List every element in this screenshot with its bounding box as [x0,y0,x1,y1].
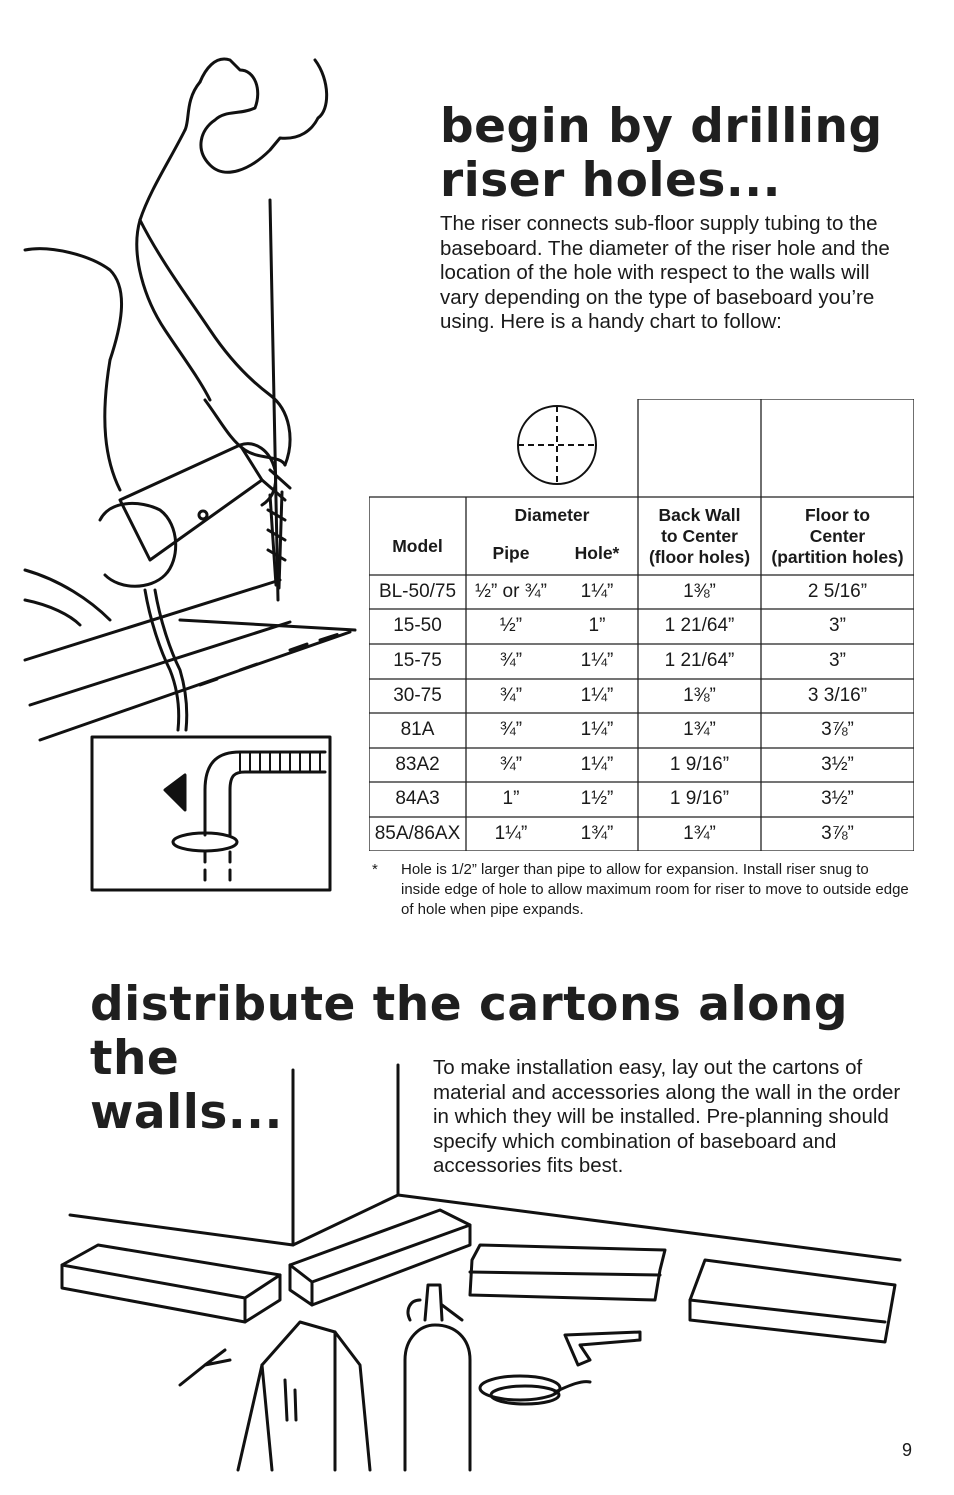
table-cell-floor: 3” [829,615,846,636]
table-cell-back: 1⅜” [683,581,716,602]
table-cell-back: 1 21/64” [664,615,735,636]
table-cell-hole: 1½” [580,788,614,809]
table-cell-back: 1 9/16” [669,754,730,775]
table-cell-hole: 1¼” [580,754,614,775]
table-cell-pipe: ¾” [499,685,523,706]
table-cell-model: 84A3 [395,788,440,809]
table-cell-model: 30-75 [393,685,442,706]
header-model: Model [392,536,443,556]
table-cell-floor: 3” [829,650,846,671]
table-cell-pipe: 1¼” [494,823,528,844]
table-cell-floor: 3½” [821,754,854,775]
table-cell-hole: 1¼” [580,719,614,740]
header-diameter: Diameter [514,504,590,525]
table-cell-pipe: ½” or ¾” [475,581,547,602]
table-cell-floor: 3⅞” [821,719,854,740]
table-cell-hole: 1¾” [580,823,614,844]
drilling-illustration [0,0,370,900]
header-pipe: Pipe [492,542,530,563]
table-cell-floor: 2 5/16” [807,581,868,602]
table-cell-floor: 3 3/16” [807,685,868,706]
table-cell-floor: 3½” [821,788,854,809]
table-cell-back: 1¾” [683,823,716,844]
table-footnote [372,860,912,920]
table-cell-back: 1⅜” [683,685,716,706]
table-cell-pipe: ¾” [499,754,523,775]
table-cell-model: 15-50 [393,615,442,636]
footnote-text: Hole is 1/2” larger than pipe to allow for expansion. Install riser snug to inside edge of hole to allow maximum room for riser to move to outside edge of hole when pipe expands. [401,861,909,918]
section-title-cartons: distribute the cartons along the walls... [90,977,848,1140]
section-intro-drilling: The riser connects sub-floor supply tubing to the baseboard. The diameter of the riser hole and the location of the hole with respect to the walls will vary depending on the type of baseboard you’re using. Here is a handy chart to follow: [440,212,890,333]
table-cell-hole: 1” [588,615,606,636]
header-hole: Hole* [574,542,620,563]
header-back-wall: Back Wall to Center (floor holes) [648,504,751,567]
table-cell-model: 83A2 [395,754,440,775]
section-intro-cartons: To make installation easy, lay out the cartons of material and accessories along the wall in the order in which they will be installed. Pre-planning should specify which combination of baseboard and accessories fits best. [433,1056,901,1177]
table-cell-back: 1¾” [683,719,716,740]
table-cell-floor: 3⅞” [821,823,854,844]
cartons-illustration [0,1060,954,1495]
table-cell-model: 81A [400,719,435,740]
table-cell-hole: 1¼” [580,581,614,602]
table-cell-hole: 1¼” [580,650,614,671]
riser-hole-table [369,497,914,851]
section-title-drilling: begin by drilling riser holes... [440,99,883,208]
footnote-mark: * [372,861,378,878]
table-cell-model: 85A/86AX [374,823,461,844]
table-cell-pipe: ½” [499,615,523,636]
table-cell-back: 1 9/16” [669,788,730,809]
table-cell-hole: 1¼” [580,685,614,706]
table-cell-pipe: ¾” [499,650,523,671]
table-cell-pipe: ¾” [499,719,523,740]
page-number: 9 [902,1440,913,1460]
table-cell-pipe: 1” [502,788,520,809]
header-floor: Floor to Center (partition holes) [771,504,904,567]
table-cell-model: 15-75 [393,650,442,671]
table-cell-model: BL-50/75 [378,581,457,602]
table-cell-back: 1 21/64” [664,650,735,671]
